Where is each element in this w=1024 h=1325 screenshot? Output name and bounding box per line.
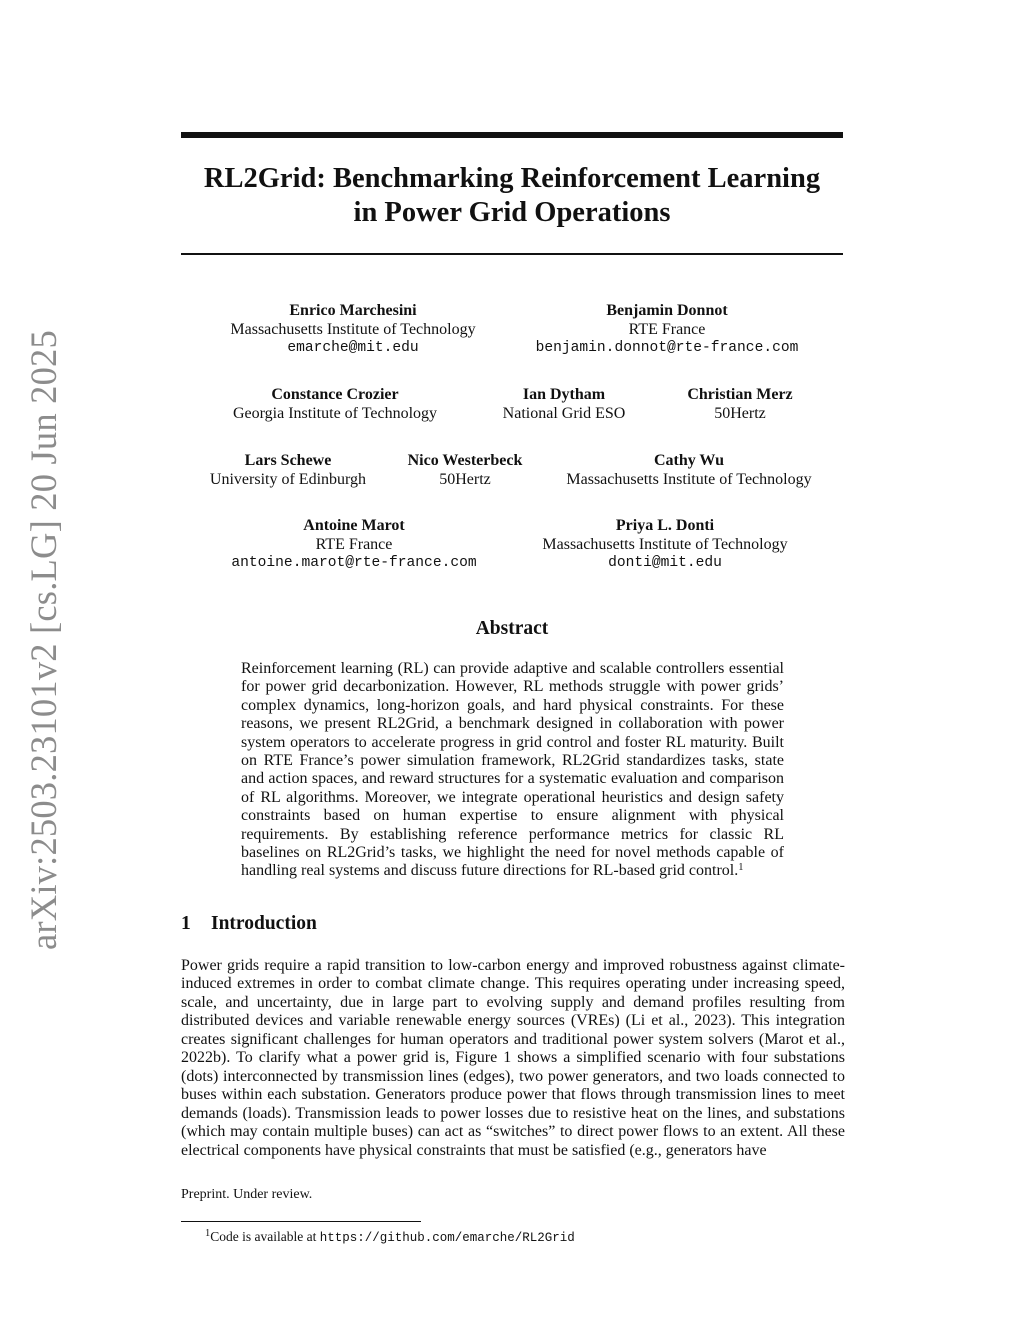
author-email: antoine.marot@rte-france.com (231, 555, 477, 571)
author-name: Enrico Marchesini (289, 302, 417, 319)
abstract-heading: Abstract (475, 618, 549, 639)
author-affiliation: 50Hertz (439, 471, 491, 488)
author-block (395, 451, 535, 489)
footnote (205, 1228, 575, 1247)
author-block (548, 451, 830, 489)
section-number: 1 (181, 913, 191, 934)
author-name: Nico Westerbeck (407, 452, 523, 469)
author-affiliation: Massachusetts Institute of Technology (230, 321, 476, 338)
title-line-2: in Power Grid Operations (353, 197, 671, 228)
abstract-body: Reinforcement learning (RL) can provide adaptive and scalable controllers essential for power grid decarbonization. However, RL methods struggle with power grids’ complex dynamics, long-horizon goals, and hard physical constraints. For these reasons, we present RL2Grid, a benchmark designed in collaboration with power system operators to accelerate progress in grid control and foster RL maturity. Built on RTE France’s power simulation framework, RL2Grid standardizes tasks, state and action spaces, and reward structures for a systematic evaluation and comparison of RL algorithms. Moreover, we integrate operational heuristics and design safety constraints based on human expertise to ensure alignment with physical requirements. By establishing reference performance metrics for classic RL baselines on RL2Grid’s tasks, we highlight the need for novel methods capable of handling real systems and discuss future directions for RL-based grid control. (241, 660, 784, 880)
section-title: Introduction (211, 913, 317, 934)
author-affiliation: Massachusetts Institute of Technology (566, 471, 812, 488)
section-heading (181, 913, 581, 935)
title-top-rule (181, 132, 843, 138)
author-name: Constance Crozier (271, 386, 399, 403)
introduction-paragraph: Power grids require a rapid transition to low-carbon energy and improved robustness against climate-induced extremes in order to combat climate change. This requires operating under increasing speed, scale, and uncertainty, due in large part to evolving supply and demand profiles resulting from distributed devices and variable renewable energy sources (VREs) (Li et al., 2023). This integration creates significant challenges for human operators and traditional power system solvers (Marot et al., 2022b). To clarify what a power grid is, Figure 1 shows a simplified scenario with four substations (dots) interconnected by transmission lines (edges), two power generators, and two loads connected to buses within each substation. Generators produce power that flows through transmission lines to meet demands (loads). Transmission leads to power losses due to resistive heat on the lines, and substations (which may contain multiple buses) can act as “switches” to direct power flows to an extent. All these electrical components have physical constraints that must be satisfied (e.g., generators have (181, 957, 845, 1159)
author-affiliation: University of Edinburgh (209, 471, 367, 488)
author-affiliation: Massachusetts Institute of Technology (542, 536, 788, 553)
arxiv-identifier: arXiv:2503.23101v2 [cs.LG] 20 Jun 2025 (23, 330, 64, 950)
code-link[interactable]: https://github.com/emarche/RL2Grid (319, 1231, 575, 1245)
author-email: emarche@mit.edu (287, 340, 419, 356)
author-block (215, 385, 455, 423)
author-name: Cathy Wu (653, 452, 725, 469)
author-block (214, 516, 494, 572)
title-line-1: RL2Grid: Benchmarking Reinforcement Learning (203, 163, 821, 194)
footnote-number: 1 (205, 1228, 211, 1239)
author-block (670, 385, 810, 423)
abstract-text (241, 660, 784, 881)
paper-title (181, 162, 843, 230)
author-affiliation: RTE France (315, 536, 393, 553)
preprint-note: Preprint. Under review. (181, 1187, 313, 1202)
author-affiliation: Georgia Institute of Technology (232, 405, 438, 422)
author-block (522, 516, 808, 572)
author-block (204, 301, 502, 357)
author-name: Christian Merz (687, 386, 793, 403)
author-name: Antoine Marot (303, 517, 405, 534)
author-email: benjamin.donnot@rte-france.com (535, 340, 799, 356)
footnote-marker[interactable]: 1 (738, 862, 744, 874)
author-block (484, 385, 644, 423)
author-affiliation: 50Hertz (714, 405, 766, 422)
author-name: Lars Schewe (244, 452, 332, 469)
author-email: donti@mit.edu (608, 555, 722, 571)
author-block (195, 451, 381, 489)
author-affiliation: RTE France (628, 321, 706, 338)
footnote-text: Code is available at (210, 1229, 317, 1244)
author-name: Benjamin Donnot (606, 302, 728, 319)
author-name: Ian Dytham (522, 386, 606, 403)
author-affiliation: National Grid ESO (502, 405, 626, 422)
title-bottom-rule (181, 253, 843, 255)
footnote-rule (181, 1221, 421, 1222)
author-name: Priya L. Donti (615, 517, 715, 534)
author-block (517, 301, 817, 357)
